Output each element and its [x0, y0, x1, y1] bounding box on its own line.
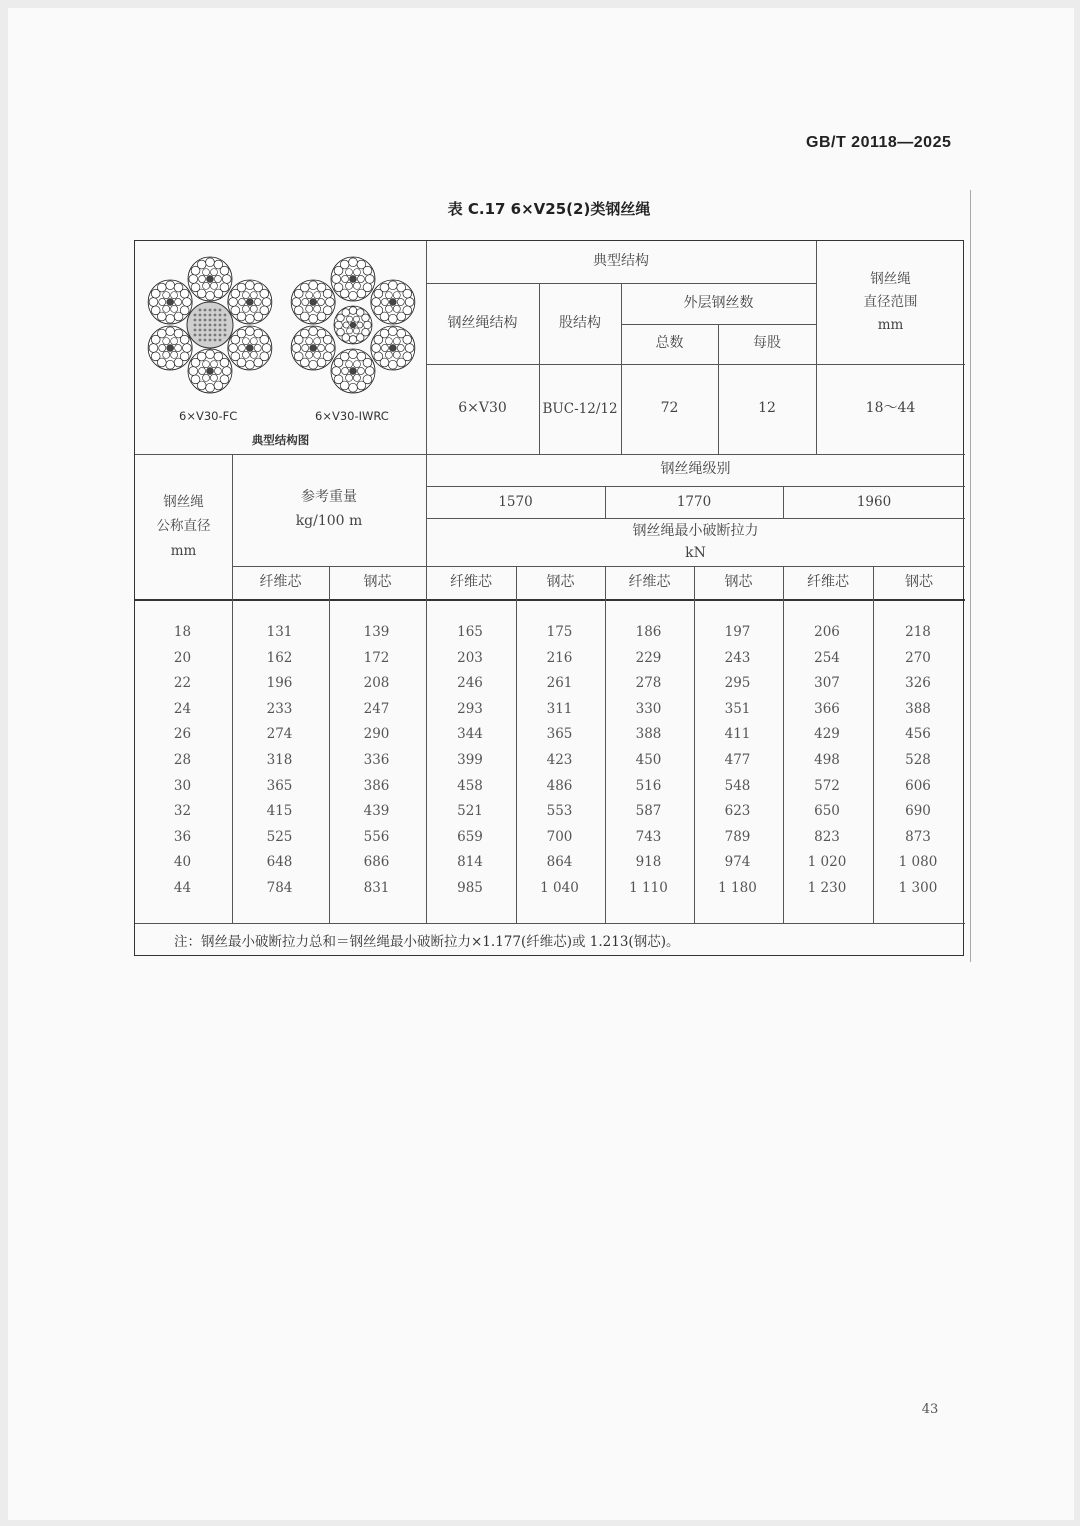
- col-g1770-fiber: [604, 622, 693, 904]
- table-cell: 196: [266, 675, 293, 692]
- rope-cross-section-icon: [135, 241, 426, 406]
- table-cell: 814: [457, 854, 483, 871]
- col-g1960-fiber: [782, 622, 872, 904]
- table-cell: 556: [363, 828, 390, 845]
- table-cell: 247: [363, 700, 390, 717]
- table-cell: 784: [266, 879, 293, 896]
- strand-structure-label: 股结构: [559, 314, 601, 331]
- table-cell: 40: [173, 854, 192, 871]
- col-g1770-steel: [693, 622, 782, 904]
- table-cell: 974: [724, 854, 751, 871]
- table-cell: 22: [173, 675, 192, 692]
- breaking-force-header: 钢丝绳最小破断拉力 kN: [632, 522, 759, 561]
- rope-structure-label: 钢丝绳结构: [447, 314, 518, 331]
- outer-wires-per-strand-value: 12: [758, 400, 776, 417]
- g1570-steel-core-header: 钢芯: [546, 573, 575, 590]
- table-cell: 399: [457, 751, 483, 768]
- table-cell: 606: [905, 777, 931, 794]
- table-cell: 175: [546, 624, 573, 640]
- table-cell: 203: [457, 649, 483, 666]
- table-cell: 415: [266, 803, 293, 820]
- table-cell: 516: [635, 777, 662, 794]
- g1570-fiber-core-header: 纤维芯: [450, 573, 492, 590]
- table-cell: 1 180: [718, 879, 757, 896]
- rope-structure-value: 6×V30: [458, 400, 507, 417]
- table-cell: 423: [546, 751, 573, 768]
- table-cell: 351: [724, 700, 751, 717]
- typical-structure-header: 典型结构: [593, 253, 649, 270]
- table-cell: 743: [635, 828, 662, 845]
- reference-weight-header: 参考重量 kg/100 m: [295, 489, 363, 529]
- table-cell: 139: [363, 624, 390, 640]
- table-cell: 26: [173, 726, 192, 743]
- table-cell: 366: [814, 700, 840, 717]
- page-number: 43: [921, 1402, 939, 1417]
- table-cell: 274: [266, 726, 293, 743]
- table-cell: 243: [724, 649, 751, 666]
- g1960-steel-core-header: 钢芯: [905, 573, 933, 590]
- table-cell: 985: [457, 879, 483, 896]
- grade-header: 钢丝绳级别: [660, 461, 731, 478]
- table-cell: 197: [724, 624, 751, 640]
- table-cell: 246: [457, 675, 483, 692]
- table-cell: 429: [814, 726, 840, 743]
- figure-title: 典型结构图: [251, 433, 310, 447]
- table-cell: 24: [173, 700, 192, 717]
- table-cell: 30: [173, 777, 192, 794]
- table-cell: 131: [266, 624, 293, 640]
- table-cell: 365: [266, 777, 293, 794]
- table-cell: 700: [546, 828, 573, 845]
- table-cell: 172: [363, 649, 390, 666]
- table-cell: 789: [724, 828, 751, 845]
- table-cell: 477: [724, 751, 751, 768]
- table-cell: 439: [363, 803, 390, 820]
- table-cell: 690: [905, 803, 931, 820]
- table-cell: 1 020: [807, 854, 847, 871]
- table-cell: 261: [546, 675, 573, 692]
- table-cell: 218: [905, 624, 931, 640]
- table-cell: 307: [814, 675, 840, 692]
- table-cell: 206: [814, 624, 840, 640]
- grade-1960: 1960: [856, 493, 892, 510]
- table-cell: 1 300: [898, 879, 938, 896]
- table-cell: 318: [266, 751, 293, 768]
- table-cell: 686: [363, 854, 390, 871]
- table-cell: 1 230: [807, 879, 847, 896]
- table-cell: 44: [173, 879, 192, 896]
- table-cell: 326: [905, 675, 931, 692]
- table-cell: 270: [905, 649, 931, 666]
- table-cell: 344: [457, 726, 483, 743]
- table-cell: 528: [905, 751, 931, 768]
- weight-fiber-core-header: 纤维芯: [259, 573, 302, 590]
- table-cell: 648: [266, 854, 293, 871]
- standard-number: GB/T 20118—2025: [806, 134, 952, 151]
- table-cell: 650: [814, 803, 840, 820]
- table-cell: 295: [724, 675, 751, 692]
- table-cell: 18: [173, 624, 192, 640]
- table-cell: 1 080: [898, 854, 938, 871]
- table-cell: 498: [814, 751, 840, 768]
- table-cell: 458: [457, 777, 483, 794]
- table-cell: 330: [635, 700, 662, 717]
- outer-wires-per-strand-label: 每股: [753, 335, 781, 352]
- nominal-diameter-header: 钢丝绳 公称直径 mm: [156, 494, 211, 559]
- table-cell: 521: [457, 803, 483, 820]
- typical-structure-figure: [135, 241, 426, 454]
- table-cell: 388: [905, 700, 931, 717]
- table-cell: 1 110: [629, 879, 668, 896]
- table-cell: 290: [363, 726, 390, 743]
- grade-1570: 1570: [498, 493, 533, 510]
- table-cell: 336: [363, 751, 390, 768]
- table-cell: 525: [266, 828, 293, 845]
- col-weight-fiber: [231, 622, 328, 904]
- strand-structure-value: BUC-12/12: [542, 400, 618, 417]
- outer-wires-label: 外层钢丝数: [683, 294, 754, 311]
- table-cell: 659: [457, 828, 483, 845]
- table-cell: 918: [635, 854, 662, 871]
- table-cell: 486: [546, 777, 573, 794]
- table-cell: 233: [266, 700, 293, 717]
- table-cell: 823: [814, 828, 840, 845]
- table-cell: 216: [546, 649, 573, 666]
- table-caption: 表 C.17 6×V25(2)类钢丝绳: [447, 200, 651, 218]
- figure-label-fc: 6×V30-FC: [179, 409, 238, 423]
- table-cell: 1 040: [540, 879, 579, 896]
- table-cell: 186: [635, 624, 662, 640]
- table-cell: 162: [266, 649, 293, 666]
- table-cell: 587: [635, 803, 662, 820]
- figure-label-iwrc: 6×V30-IWRC: [315, 409, 389, 423]
- table-cell: 864: [546, 854, 573, 871]
- g1960-fiber-core-header: 纤维芯: [807, 573, 849, 590]
- table-cell: 254: [814, 649, 840, 666]
- table-cell: 553: [546, 803, 573, 820]
- table-cell: 229: [635, 649, 662, 666]
- table-cell: 36: [173, 828, 192, 845]
- table-cell: 831: [363, 879, 390, 896]
- table-cell: 873: [905, 828, 931, 845]
- table-cell: 386: [363, 777, 390, 794]
- outer-wires-total-value: 72: [660, 400, 679, 417]
- table-cell: 365: [546, 726, 573, 743]
- diameter-range-label: 钢丝绳 直径范围 mm: [863, 271, 918, 333]
- table-cell: 165: [457, 624, 483, 640]
- table-cell: 388: [635, 726, 662, 743]
- table-cell: 32: [173, 803, 192, 820]
- table-cell: 293: [457, 700, 483, 717]
- table-cell: 572: [814, 777, 840, 794]
- col-diameter: [134, 622, 231, 904]
- table-cell: 278: [635, 675, 662, 692]
- col-weight-steel: [328, 622, 425, 904]
- outer-wires-total-label: 总数: [655, 335, 684, 352]
- g1770-steel-core-header: 钢芯: [724, 573, 753, 590]
- table-cell: 208: [363, 675, 390, 692]
- weight-steel-core-header: 钢芯: [363, 573, 392, 590]
- table-cell: 450: [635, 751, 662, 768]
- table-cell: 20: [173, 649, 192, 666]
- table-cell: 411: [724, 726, 751, 743]
- table-note: 注：钢丝最小破断拉力总和＝钢丝绳最小破断拉力×1.177(纤维芯)或 1.213(钢芯)。: [174, 934, 680, 950]
- table-cell: 28: [173, 751, 192, 768]
- page-margin-rule: [970, 190, 971, 962]
- col-g1570-fiber: [425, 622, 515, 904]
- table-cell: 456: [905, 726, 931, 743]
- g1770-fiber-core-header: 纤维芯: [628, 573, 671, 590]
- table-cell: 623: [724, 803, 751, 820]
- col-g1960-steel: [872, 622, 964, 904]
- table-cell: 311: [546, 700, 573, 717]
- col-g1570-steel: [515, 622, 604, 904]
- table-cell: 548: [724, 777, 751, 794]
- grade-1770: 1770: [676, 493, 712, 510]
- diameter-range-value: 18～44: [865, 400, 916, 417]
